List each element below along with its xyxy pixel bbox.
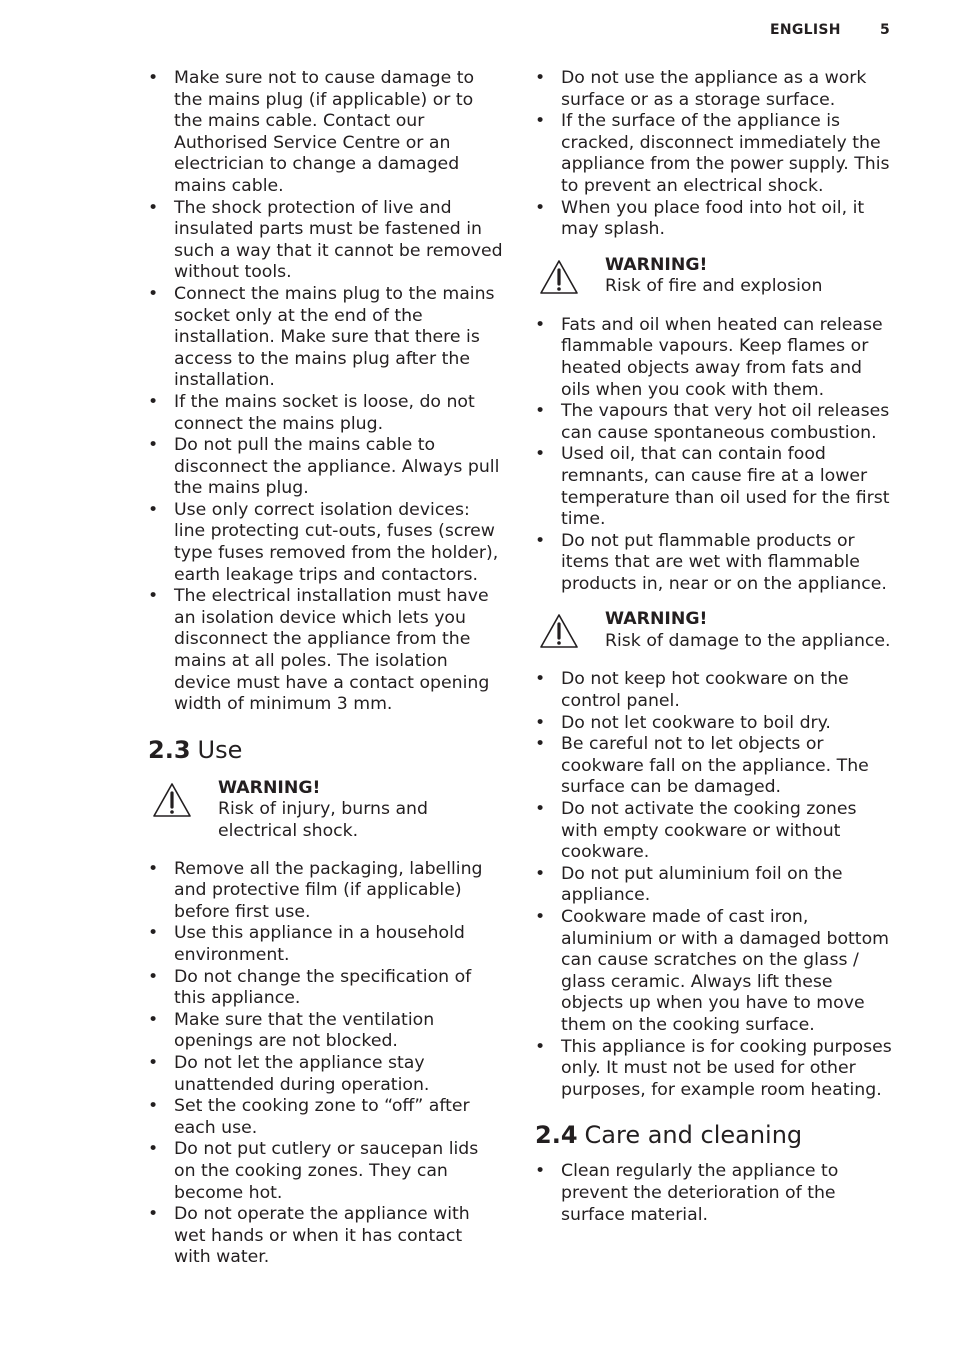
warning-triangle-icon — [539, 613, 579, 649]
list-item — [148, 923, 504, 966]
bullet-icon: • — [148, 1009, 159, 1030]
section-number: 2.4 — [535, 1121, 578, 1150]
bullet-icon: • — [535, 734, 546, 755]
bullet-icon: • — [535, 1161, 546, 1182]
bullet-icon: • — [535, 1036, 546, 1057]
list-item — [148, 284, 504, 392]
list-item — [148, 967, 504, 1010]
bullet-icon: • — [148, 283, 159, 304]
bullet-icon: • — [148, 923, 159, 944]
bullet-icon: • — [148, 391, 159, 412]
list-item-text: Do not keep hot cookware on the control panel. — [561, 669, 849, 712]
list-item-text: Do not put aluminium foil on the appliance. — [561, 863, 843, 906]
list-item — [535, 669, 893, 712]
list-item-text: Remove all the packaging, labelling and protective film (if applicable) before first use. — [174, 858, 483, 922]
bullet-icon: • — [535, 669, 546, 690]
list-item-text: Do not activate the cooking zones with empty cookware or without cookware. — [561, 799, 857, 863]
bullet-icon: • — [148, 1139, 159, 1160]
bullet-icon: • — [148, 499, 159, 520]
list-item-text: Do not let cookware to boil dry. — [561, 712, 831, 733]
list-item-text: Be careful not to let objects or cookware fall on the appliance. The surface can be damaged. — [561, 734, 869, 798]
bullet-icon: • — [148, 966, 159, 987]
list-item — [148, 500, 504, 586]
list-item-text: Do not use the appliance as a work surface or as a storage surface. — [561, 68, 867, 110]
section-title: Use — [197, 735, 243, 764]
list-item-text: Make sure not to cause damage to the mains plug (if applicable) or to the mains cable. Contact our Authorised Service Centre or an electrician to change a damaged mains cable. — [174, 68, 475, 196]
section-heading-use — [148, 736, 504, 764]
warning-text: Risk of injury, burns and electrical shock. — [218, 799, 428, 841]
bullet-icon: • — [535, 444, 546, 465]
list-item — [535, 713, 893, 735]
list-item — [535, 799, 893, 864]
bullet-list-electrical — [148, 68, 504, 716]
list-item-text: Fats and oil when heated can release flammable vapours. Keep flames or heated objects away from fats and oils when you cook with them. — [561, 314, 883, 400]
list-item-text: Do not pull the mains cable to disconnect the appliance. Always pull the mains plug. — [174, 435, 500, 499]
list-item — [535, 531, 893, 596]
list-item — [535, 1161, 893, 1226]
left-column — [148, 68, 504, 1269]
list-item — [535, 198, 893, 241]
list-item — [148, 1053, 504, 1096]
list-item — [148, 392, 504, 435]
list-item-text: Use only correct isolation devices: line protecting cut-outs, fuses (screw type fuses removed from the holder), earth leakage trips and contactors. — [174, 499, 499, 585]
warning-title: WARNING! — [218, 777, 321, 798]
bullet-icon: • — [148, 68, 159, 88]
list-item — [535, 734, 893, 799]
list-item-text: Used oil, that can contain food remnants, can cause fire at a lower temperature than oil used for the first time. — [561, 444, 890, 530]
section-title: Care and cleaning — [584, 1121, 803, 1150]
section-heading-care — [535, 1121, 893, 1149]
list-item — [535, 315, 893, 401]
bullet-icon: • — [148, 1204, 159, 1225]
list-item — [148, 586, 504, 716]
bullet-list-fire — [535, 315, 893, 596]
bullet-list-care — [535, 1161, 893, 1226]
list-item-text: Do not let the appliance stay unattended during operation. — [174, 1052, 430, 1095]
right-column — [535, 68, 893, 1226]
page-number: 5 — [879, 22, 890, 38]
section-number: 2.3 — [148, 735, 191, 764]
list-item — [148, 1010, 504, 1053]
warning-title: WARNING! — [605, 609, 708, 630]
bullet-list-surface — [535, 68, 893, 241]
warning-triangle-icon — [152, 782, 192, 818]
warning-triangle-icon — [539, 259, 579, 295]
list-item — [148, 859, 504, 924]
list-item-text: When you place food into hot oil, it may splash. — [561, 197, 865, 240]
bullet-icon: • — [535, 712, 546, 733]
bullet-icon: • — [148, 858, 159, 879]
list-item-text: The shock protection of live and insulated parts must be fastened in such a way that it cannot be removed without tools. — [174, 197, 503, 283]
list-item — [148, 68, 504, 198]
bullet-icon: • — [148, 197, 159, 218]
bullet-icon: • — [535, 530, 546, 551]
bullet-icon: • — [148, 586, 159, 607]
bullet-list-use — [148, 859, 504, 1269]
list-item — [535, 907, 893, 1037]
warning-box-fire — [535, 255, 893, 299]
list-item — [148, 435, 504, 500]
list-item-text: Use this appliance in a household environment. — [174, 923, 465, 965]
bullet-icon: • — [535, 314, 546, 335]
list-item-text: If the mains socket is loose, do not connect the mains plug. — [174, 391, 475, 434]
warning-box-injury — [148, 778, 504, 843]
bullet-icon: • — [535, 401, 546, 422]
list-item — [535, 1037, 893, 1102]
warning-title: WARNING! — [605, 254, 708, 275]
bullet-icon: • — [535, 799, 546, 820]
list-item-text: Cookware made of cast iron, aluminium or with a damaged bottom can cause scratches on the glass / glass ceramic. Always lift these objects up when you have to move them on the cooking surface. — [561, 907, 889, 1035]
list-item-text: Do not put cutlery or saucepan lids on the cooking zones. They can become hot. — [174, 1139, 479, 1203]
bullet-icon: • — [535, 907, 546, 927]
list-item — [535, 401, 893, 444]
page-header — [770, 22, 890, 38]
language-label: ENGLISH — [769, 22, 841, 38]
bullet-icon: • — [148, 435, 159, 456]
list-item-text: Make sure that the ventilation openings are not blocked. — [174, 1009, 435, 1052]
warning-box-damage — [535, 609, 893, 653]
list-item — [535, 444, 893, 530]
bullet-icon: • — [148, 1052, 159, 1073]
list-item-text: Set the cooking zone to “off” after each use. — [174, 1096, 470, 1138]
bullet-list-damage — [535, 669, 893, 1101]
list-item — [148, 198, 504, 284]
list-item-text: Clean regularly the appliance to prevent the deterioration of the surface material. — [561, 1161, 839, 1225]
bullet-icon: • — [535, 863, 546, 884]
list-item-text: The electrical installation must have an isolation device which lets you disconnect the appliance from the mains at all poles. The isolation device must have a contact opening width of minimum 3 mm. — [174, 586, 490, 715]
list-item — [148, 1139, 504, 1204]
list-item — [148, 1096, 504, 1139]
bullet-icon: • — [148, 1096, 159, 1117]
list-item-text: If the surface of the appliance is cracked, disconnect immediately the appliance from the power supply. This to prevent an electrical shock. — [561, 111, 890, 196]
list-item-text: This appliance is for cooking purposes only. It must not be used for other purposes, for example room heating. — [561, 1036, 892, 1100]
warning-text: Risk of damage to the appliance. — [605, 631, 891, 652]
list-item-text: Do not put flammable products or items that are wet with flammable products in, near or on the appliance. — [561, 530, 887, 594]
bullet-icon: • — [535, 197, 546, 218]
list-item-text: Connect the mains plug to the mains socket only at the end of the installation. Make sure that there is access to the mains plug after the installation. — [174, 283, 495, 391]
list-item-text: The vapours that very hot oil releases can cause spontaneous combustion. — [561, 401, 890, 443]
list-item-text: Do not change the specification of this appliance. — [174, 966, 472, 1009]
list-item-text: Do not operate the appliance with wet hands or when it has contact with water. — [174, 1204, 470, 1268]
list-item — [535, 864, 893, 907]
warning-text: Risk of fire and explosion — [605, 276, 823, 297]
list-item — [535, 111, 893, 197]
bullet-icon: • — [535, 68, 546, 88]
bullet-icon: • — [535, 111, 546, 132]
list-item — [535, 68, 893, 111]
list-item — [148, 1204, 504, 1269]
